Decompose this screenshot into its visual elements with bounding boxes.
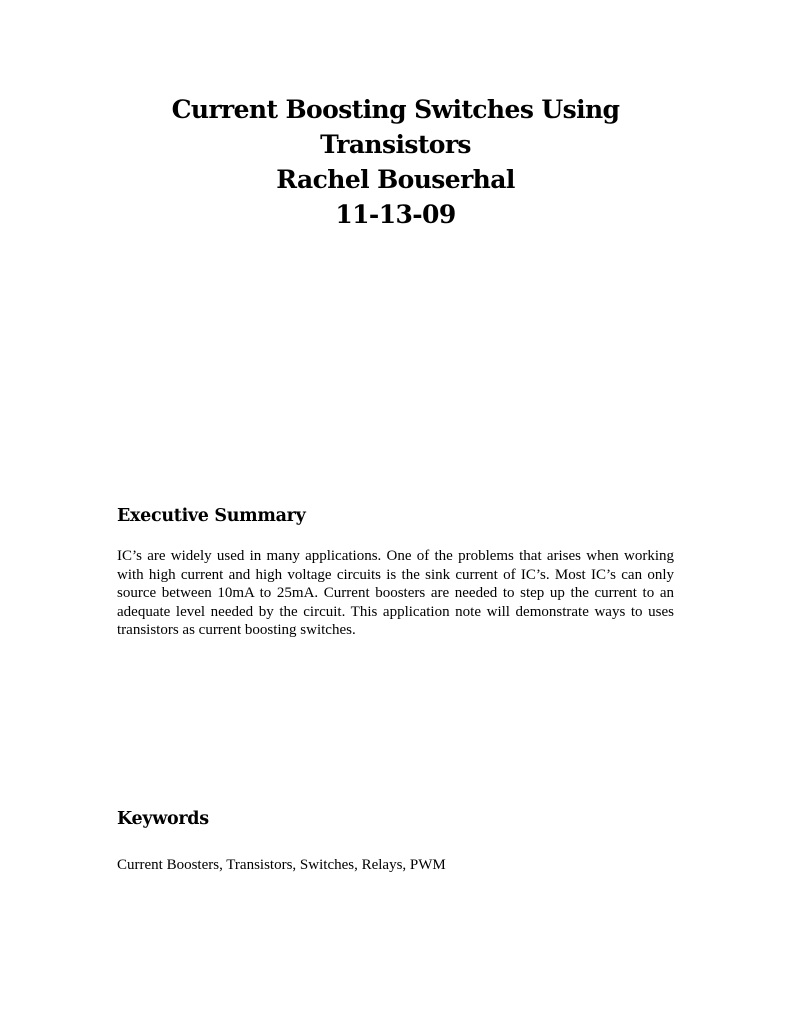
keywords-text: Current Boosters, Transistors, Switches, Relays, PWM [117,857,446,873]
document-date: 11-13-09 [335,200,456,229]
document-title-block [0,92,791,232]
executive-summary-text: IC’s are widely used in many applications. One of the problems that arises when working with high current and high voltage circuits is the sink current of IC’s. Most IC’s can only source between 10mA to 25mA. Current boosters are needed to step up the current to an adequate level needed by the circuit. This application note will demonstrate ways to uses transistors as current boosting switches. [117,548,674,639]
document-title-line-1: Current Boosting Switches Using [171,95,620,124]
document-title-line-2: Transistors [320,130,471,159]
executive-summary-heading: Executive Summary [117,506,306,526]
document-author: Rachel Bouserhal [276,165,515,194]
keywords-heading: Keywords [117,809,209,829]
